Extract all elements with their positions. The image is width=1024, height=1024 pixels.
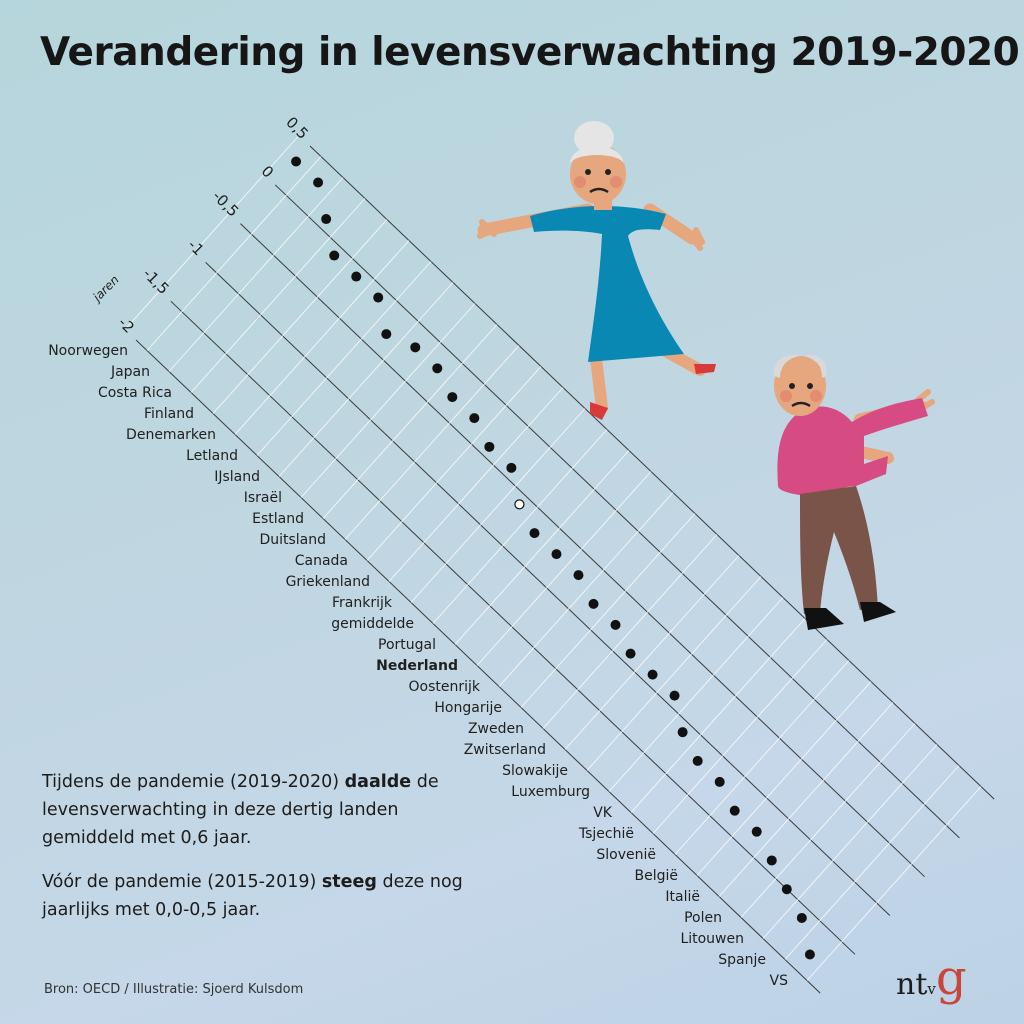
data-point-9 bbox=[447, 392, 457, 402]
category-label-15: Nederland bbox=[376, 658, 458, 674]
tick-label-3: -1 bbox=[184, 235, 208, 260]
data-point-22 bbox=[678, 727, 688, 737]
source-credit: Bron: OECD / Illustratie: Sjoerd Kulsdom bbox=[44, 982, 304, 997]
category-label-30: VS bbox=[769, 973, 788, 989]
category-label-26: Italië bbox=[665, 889, 700, 905]
data-point-1 bbox=[313, 178, 323, 188]
row-separator-20 bbox=[565, 556, 739, 750]
note-1-after: de levensverwachting in deze dertig landen gemiddeld met 0,6 jaar. bbox=[42, 772, 439, 848]
category-label-4: Denemarken bbox=[126, 427, 216, 443]
category-label-1: Japan bbox=[110, 364, 150, 380]
data-point-30 bbox=[805, 949, 815, 959]
category-label-12: Frankrijk bbox=[332, 595, 392, 611]
average-point bbox=[515, 500, 524, 509]
row-separator-30 bbox=[785, 766, 959, 960]
data-point-15 bbox=[551, 549, 561, 559]
category-label-9: Duitsland bbox=[259, 532, 326, 548]
row-separator-3 bbox=[191, 199, 365, 393]
category-label-7: Israël bbox=[243, 490, 282, 506]
tick-label-2: -0,5 bbox=[208, 186, 243, 221]
data-point-25 bbox=[730, 806, 740, 816]
data-point-0 bbox=[291, 157, 301, 167]
row-separator-17 bbox=[499, 493, 673, 687]
category-label-10: Canada bbox=[294, 553, 348, 569]
category-label-8: Estland bbox=[252, 511, 304, 527]
row-separator-14 bbox=[433, 430, 607, 624]
category-label-19: Zwitserland bbox=[463, 742, 546, 758]
row-separator-24 bbox=[653, 640, 827, 834]
data-point-5 bbox=[373, 293, 383, 303]
elderly-woman-figure bbox=[470, 118, 730, 428]
data-point-27 bbox=[767, 855, 777, 865]
row-separator-2 bbox=[169, 178, 343, 372]
row-separator-21 bbox=[587, 577, 761, 771]
summary-paragraph-rise bbox=[42, 868, 472, 924]
data-point-8 bbox=[432, 363, 442, 373]
category-label-14: Portugal bbox=[378, 637, 436, 653]
summary-paragraph-decline bbox=[42, 768, 472, 852]
note-1-before: Tijdens de pandemie (2019-2020) bbox=[42, 772, 345, 792]
category-label-0: Noorwegen bbox=[48, 343, 128, 359]
data-point-28 bbox=[782, 884, 792, 894]
ntvg-logo bbox=[896, 950, 967, 1006]
category-label-11: Griekenland bbox=[285, 574, 370, 590]
data-point-19 bbox=[626, 649, 636, 659]
category-label-27: Polen bbox=[684, 910, 722, 926]
row-separator-27 bbox=[719, 703, 893, 897]
row-separator-18 bbox=[521, 514, 695, 708]
data-point-21 bbox=[670, 691, 680, 701]
row-separator-15 bbox=[455, 451, 629, 645]
note-2-before: Vóór de pandemie (2015-2019) bbox=[42, 872, 322, 892]
note-2-after: deze nog jaarlijks met 0,0-0,5 jaar. bbox=[42, 872, 463, 920]
data-point-4 bbox=[351, 272, 361, 282]
row-separator-13 bbox=[411, 409, 585, 603]
data-point-16 bbox=[573, 570, 583, 580]
data-point-29 bbox=[797, 913, 807, 923]
data-point-20 bbox=[648, 670, 658, 680]
tick-label-5: -2 bbox=[114, 313, 138, 337]
category-label-29: Spanje bbox=[718, 952, 766, 968]
category-label-17: Hongarije bbox=[434, 700, 502, 716]
category-label-5: Letland bbox=[186, 448, 238, 464]
category-label-18: Zweden bbox=[467, 721, 524, 737]
category-label-25: België bbox=[634, 868, 678, 884]
data-point-2 bbox=[321, 214, 331, 224]
category-label-24: Slovenië bbox=[596, 847, 656, 863]
row-separator-19 bbox=[543, 535, 717, 729]
category-label-21: Luxemburg bbox=[511, 784, 590, 800]
logo-g: g bbox=[935, 950, 967, 1006]
data-point-14 bbox=[529, 528, 539, 538]
data-point-18 bbox=[611, 620, 621, 630]
elderly-man-figure bbox=[760, 346, 950, 636]
tick-label-1: 0 bbox=[257, 162, 278, 182]
note-2-bold: steeg bbox=[321, 872, 377, 892]
category-label-6: IJsland bbox=[214, 469, 260, 485]
category-label-13: gemiddelde bbox=[331, 616, 414, 632]
row-separator-4 bbox=[213, 220, 387, 414]
category-label-22: VK bbox=[593, 805, 612, 821]
row-separator-6 bbox=[257, 262, 431, 456]
note-1-bold: daalde bbox=[344, 772, 412, 792]
category-label-16: Oostenrijk bbox=[408, 679, 480, 695]
data-point-12 bbox=[506, 463, 516, 473]
category-label-3: Finland bbox=[143, 406, 194, 422]
category-label-28: Litouwen bbox=[680, 931, 744, 947]
data-point-6 bbox=[381, 329, 391, 339]
row-separator-7 bbox=[279, 283, 453, 477]
row-separator-28 bbox=[741, 724, 915, 918]
data-point-26 bbox=[752, 827, 762, 837]
row-separator-16 bbox=[477, 472, 651, 666]
row-separator-29 bbox=[763, 745, 937, 939]
chart-title: Verandering in levensverwachting 2019-2020 bbox=[40, 30, 1020, 75]
data-point-23 bbox=[693, 756, 703, 766]
logo-nt: nt bbox=[896, 967, 928, 1002]
data-point-7 bbox=[410, 342, 420, 352]
tick-label-4: -1,5 bbox=[139, 264, 173, 299]
category-label-20: Slowakije bbox=[502, 763, 568, 779]
data-point-24 bbox=[715, 777, 725, 787]
logo-v: v bbox=[927, 980, 936, 998]
data-point-17 bbox=[589, 599, 599, 609]
row-separator-1 bbox=[147, 157, 321, 351]
data-point-11 bbox=[484, 442, 494, 452]
tick-label-0: 0,5 bbox=[282, 113, 312, 143]
data-point-3 bbox=[329, 251, 339, 261]
category-label-2: Costa Rica bbox=[97, 385, 172, 401]
unit-label: jaren bbox=[90, 272, 122, 305]
category-label-23: Tsjechië bbox=[578, 826, 634, 842]
